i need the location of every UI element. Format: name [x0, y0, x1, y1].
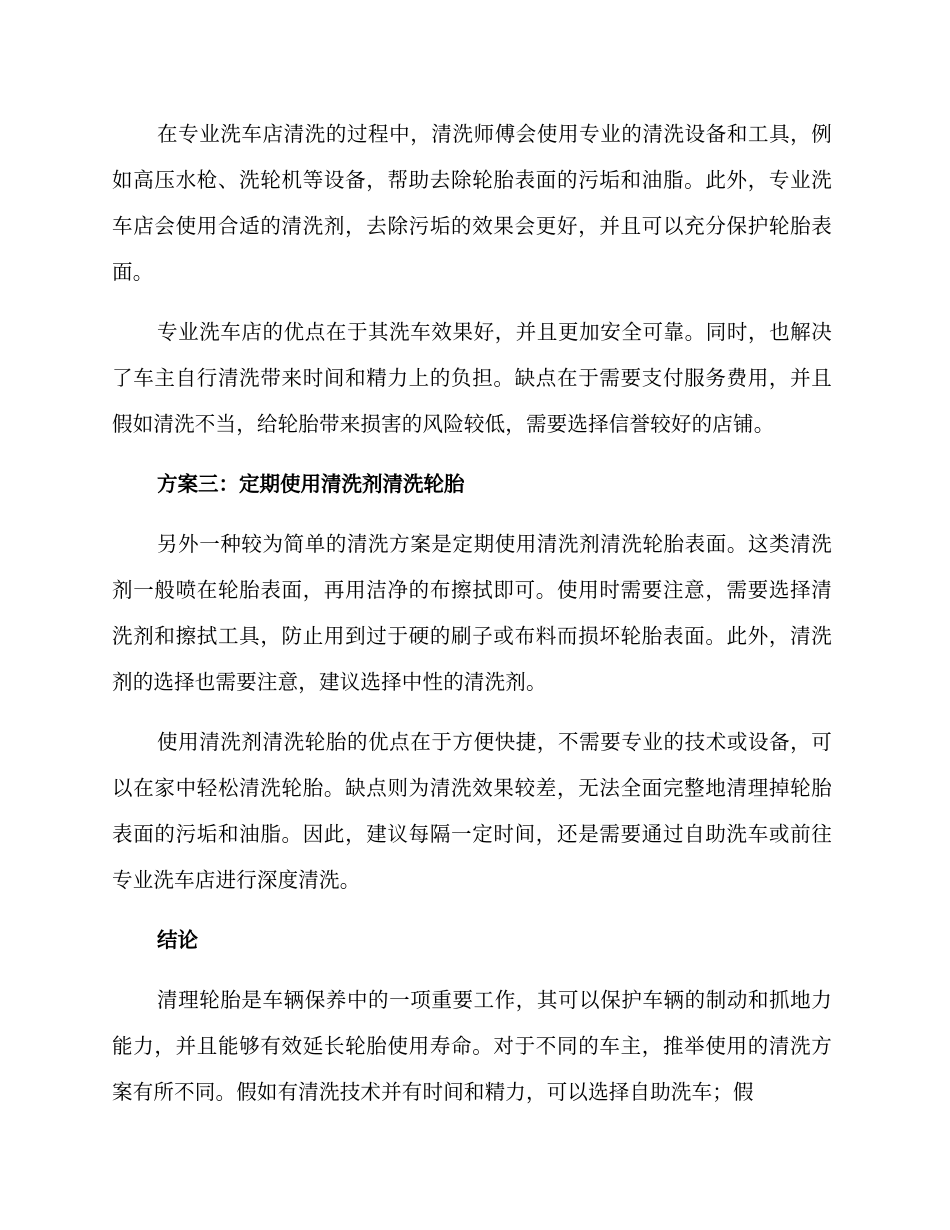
paragraph-professional-process: 在专业洗车店清洗的过程中，清洗师傅会使用专业的清洗设备和工具，例如高压水枪、洗轮机等设备，帮助去除轮胎表面的污垢和油脂。此外，专业洗车店会使用合适的清洗剂，去除污垢的效果会更好，并且可以充分保护轮胎表面。	[112, 122, 832, 284]
document-page	[112, 111, 832, 1129]
paragraph-conclusion: 清理轮胎是车辆保养中的一项重要工作，其可以保护车辆的制动和抓地力能力，并且能够有效延长轮胎使用寿命。对于不同的车主，推举使用的清洗方案有所不同。假如有清洗技术并有时间和精力，可以选择自助洗车；假	[112, 988, 832, 1104]
paragraph-cleaner-pros-cons: 使用清洗剂清洗轮胎的优点在于方便快捷，不需要专业的技术或设备，可以在家中轻松清洗轮胎。缺点则为清洗效果较差，无法全面完整地清理掉轮胎表面的污垢和油脂。因此，建议每隔一定时间，还是需要通过自助洗车或前往专业洗车店进行深度清洗。	[112, 730, 832, 892]
paragraph-professional-pros-cons: 专业洗车店的优点在于其洗车效果好，并且更加安全可靠。同时，也解决了车主自行清洗带来时间和精力上的负担。缺点在于需要支付服务费用，并且假如清洗不当，给轮胎带来损害的风险较低，需要选择信誉较好的店铺。	[112, 320, 832, 436]
section-heading-conclusion: 结论	[157, 928, 198, 952]
section-heading-plan-three: 方案三：定期使用清洗剂清洗轮胎	[157, 472, 465, 496]
paragraph-cleaner-method: 另外一种较为简单的清洗方案是定期使用清洗剂清洗轮胎表面。这类清洗剂一般喷在轮胎表面，再用洁净的布擦拭即可。使用时需要注意，需要选择清洗剂和擦拭工具，防止用到过于硬的刷子或布料而损坏轮胎表面。此外，清洗剂的选择也需要注意，建议选择中性的清洗剂。	[112, 532, 832, 694]
